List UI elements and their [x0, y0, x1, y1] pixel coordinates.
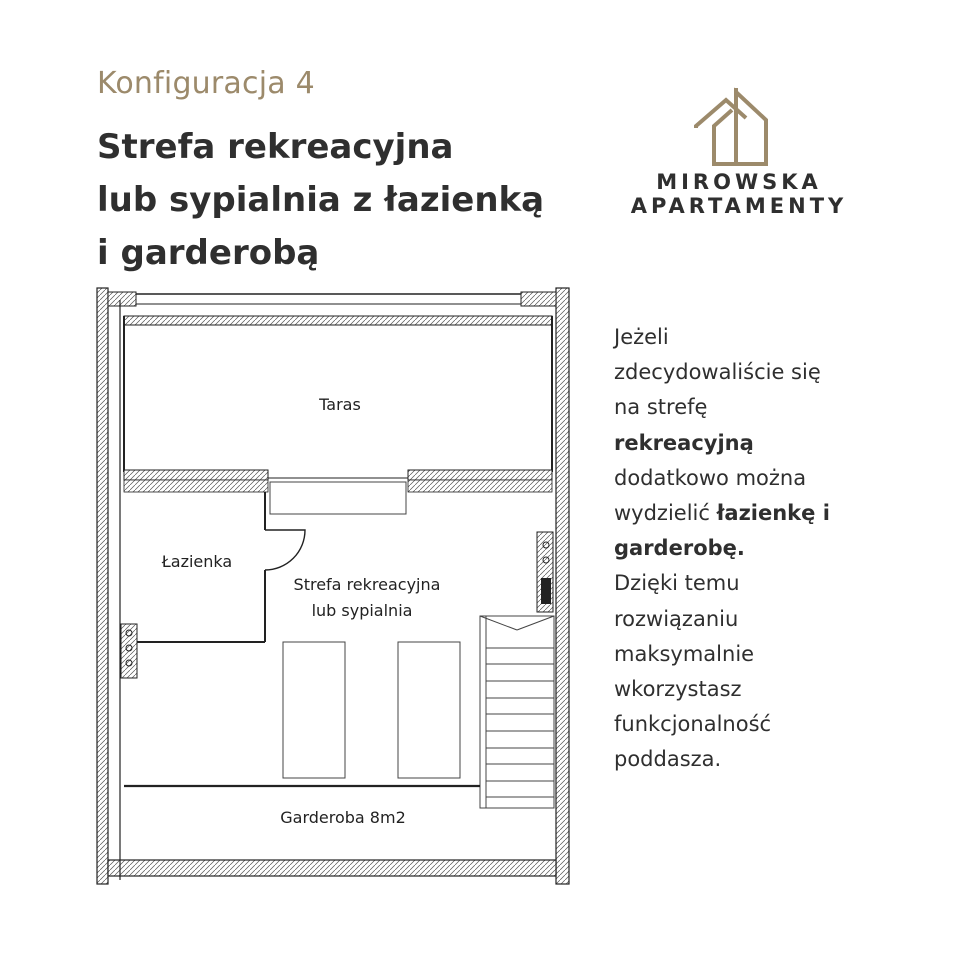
house-outline-icon	[692, 86, 770, 166]
description-line: zdecydowaliście się	[614, 360, 821, 385]
description-line: wkorzystasz	[614, 677, 742, 702]
title-line-3: i garderobą	[97, 233, 320, 273]
room-label-main-line-2: lub sypialnia	[311, 601, 413, 620]
description-line: funkcjonalność	[614, 712, 772, 737]
description-line: maksymalnie	[614, 641, 755, 666]
brand-logo	[604, 86, 874, 226]
room-label-bathroom: Łazienka	[161, 552, 233, 571]
config-kicker: Konfiguracja 4	[97, 66, 315, 101]
bathroom	[121, 492, 305, 678]
staircase	[480, 616, 554, 808]
room-label-wardrobe: Garderoba 8m2	[280, 808, 406, 827]
brand-name-line-2: APARTAMENTY	[630, 194, 848, 218]
description-emphasis: rekreacyjną	[614, 430, 754, 455]
description-line	[614, 496, 944, 531]
description-line	[614, 426, 944, 461]
furniture	[283, 642, 460, 778]
description-line: Dzięki temu	[614, 571, 740, 596]
description-emphasis: garderobę.	[614, 536, 745, 561]
room-label-terrace: Taras	[319, 395, 361, 414]
description-line	[614, 531, 944, 566]
description-emphasis: łazienkę i	[716, 501, 830, 526]
description-line: poddasza.	[614, 747, 722, 772]
description-text	[614, 320, 944, 778]
title-line-1: Strefa rekreacyjna	[97, 127, 454, 167]
description-line: rozwiązaniu	[614, 606, 739, 631]
floor-plan	[90, 282, 580, 892]
brand-name-line-1: MIROWSKA	[656, 170, 822, 194]
title-line-2: lub sypialnia z łazienką	[97, 180, 545, 220]
wardrobe	[124, 786, 480, 827]
vent-shafts	[537, 532, 553, 612]
room-label-main-line-1: Strefa rekreacyjna	[293, 575, 441, 594]
description-line: dodatkowo można	[614, 465, 807, 490]
page-title	[97, 121, 617, 280]
terrace	[124, 316, 552, 514]
description-text-segment: wydzielić	[614, 501, 717, 526]
description-line: Jeżeli	[614, 325, 669, 349]
description-line: na strefę	[614, 395, 708, 420]
